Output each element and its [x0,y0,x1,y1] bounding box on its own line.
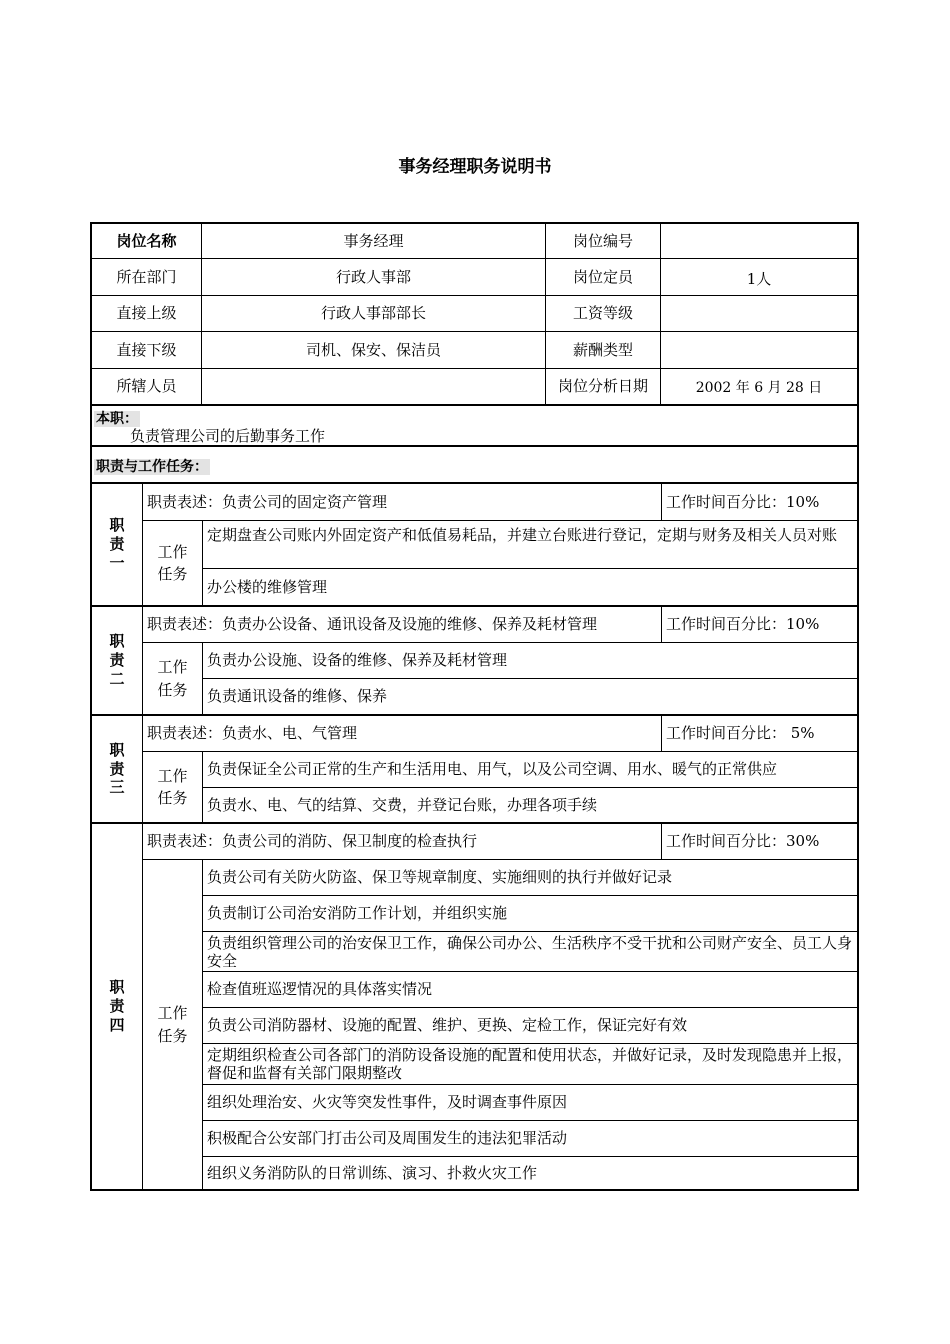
duty-2-name: 职 责 二 [109,632,125,688]
duty-4-task-3: 负责组织管理公司的治安保卫工作，确保公司办公、生活秩序不受干扰和公司财产安全、员工人身安全 [207,934,853,970]
duty-4-task-1: 负责公司有关防火防盗、保卫等规章制度、实施细则的执行并做好记录 [207,868,673,887]
duties-header: 职责与工作任务： [96,459,208,475]
duty-4-task-label: 工作 任务 [157,1004,188,1045]
value-headcount: 1人 [746,269,772,288]
label-headcount: 岗位定员 [572,267,633,286]
duty-2-task-1: 负责办公设施、设备的维修、保养及耗材管理 [207,651,508,670]
label-department: 所在部门 [116,267,177,286]
job-description-table [90,222,859,1191]
page-title: 事务经理职务说明书 [398,157,552,177]
duty-2-task-label: 工作 任务 [157,658,188,699]
duty-4-task-7: 组织处理治安、火灾等突发性事件，及时调查事件原因 [207,1093,568,1112]
duty-4-time-percent: 工作时间百分比：30% [666,832,820,851]
value-analysis-date: 2002 年 6 月 28 日 [695,380,823,397]
duty-1-time-percent: 工作时间百分比：10% [666,492,820,511]
value-pay-type [661,332,857,368]
duty-3-time-percent: 工作时间百分比： 5% [666,724,815,743]
duty-2-task-2: 负责通讯设备的维修、保养 [207,687,388,706]
duty-3-description: 职责表述：负责水、电、气管理 [147,724,358,743]
duty-1-task-label: 工作 任务 [157,542,188,583]
duty-4-description: 职责表述：负责公司的消防、保卫制度的检查执行 [147,832,478,851]
value-department: 行政人事部 [335,267,411,286]
duty-4-name: 职 责 四 [109,978,125,1034]
duty-4-task-6: 定期组织检查公司各部门的消防设备设施的配置和使用状态，并做好记录，及时发现隐患并上报，督促和监督有关部门限期整改 [207,1046,853,1082]
label-staff: 所辖人员 [116,377,177,396]
duty-4-task-8: 积极配合公安部门打击公司及周围发生的违法犯罪活动 [207,1129,568,1148]
duty-1-task-1: 定期盘查公司账内外固定资产和低值易耗品，并建立台账进行登记，定期与财务及相关人员对账 [207,526,838,544]
value-direct-superior: 行政人事部部长 [320,304,426,323]
label-direct-superior: 直接上级 [116,304,177,323]
duty-3-name: 职 责 三 [109,740,125,797]
duty-4-task-4: 检查值班巡逻情况的具体落实情况 [207,980,433,999]
duty-4-task-2: 负责制订公司治安消防工作计划，并组织实施 [207,904,508,923]
label-pay-type: 薪酬类型 [572,340,633,359]
duty-2-time-percent: 工作时间百分比：10% [666,615,820,634]
value-salary-grade [661,296,857,331]
duty-3-task-1: 负责保证全公司正常的生产和生活用电、用气，以及公司空调、用水、暖气的正常供应 [207,760,778,779]
value-direct-subordinate: 司机、保安、保洁员 [305,340,441,359]
duty-1-name: 职 责 一 [109,516,125,572]
duty-1-task-2: 办公楼的维修管理 [207,577,328,596]
label-position-name: 岗位名称 [116,232,177,251]
value-position-name: 事务经理 [343,232,404,251]
duty-4-task-9: 组织义务消防队的日常训练、演习、扑救火灾工作 [207,1163,538,1182]
duty-4-task-5: 负责公司消防器材、设施的配置、维护、更换、定检工作，保证完好有效 [207,1016,688,1035]
duty-1-description: 职责表述：负责公司的固定资产管理 [147,492,388,511]
label-salary-grade: 工资等级 [572,304,633,323]
duty-2-description: 职责表述：负责办公设备、通讯设备及设施的维修、保养及耗材管理 [147,615,598,634]
label-direct-subordinate: 直接下级 [116,340,177,359]
label-position-code: 岗位编号 [572,232,633,251]
duty-3-task-label: 工作 任务 [157,766,188,807]
value-position-code [661,224,857,259]
duty-3-task-2: 负责水、电、气的结算、交费，并登记台账，办理各项手续 [207,795,598,814]
benzhi-text: 负责管理公司的后勤事务工作 [130,427,326,445]
value-staff [202,369,545,404]
label-analysis-date: 岗位分析日期 [557,377,648,396]
benzhi-label: 本职： [96,411,138,427]
